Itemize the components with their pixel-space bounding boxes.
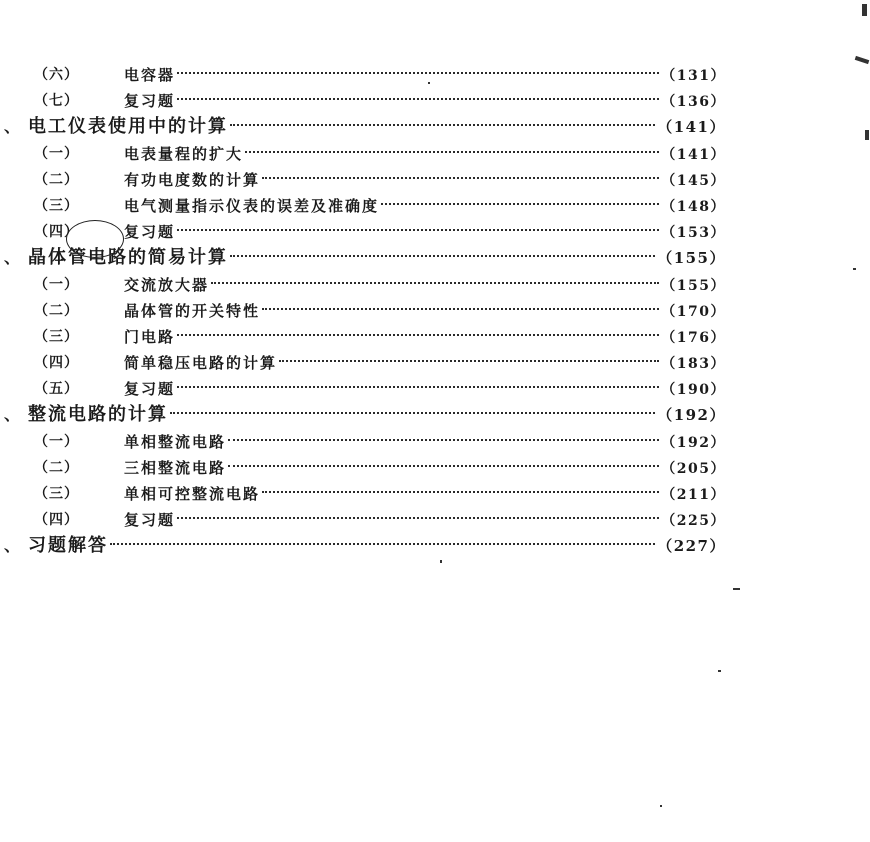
toc-section-row <box>0 167 740 193</box>
dot-leader <box>177 386 659 388</box>
chapter-title: 习题解答 <box>28 535 108 557</box>
section-number: （一） <box>34 433 79 450</box>
scan-mark <box>865 130 869 140</box>
chapter-title: 整流电路的计算 <box>28 404 168 426</box>
toc-section-row <box>0 193 740 219</box>
toc-entry <box>28 245 726 271</box>
section-number: （三） <box>34 197 79 214</box>
section-title: 复习题 <box>124 92 176 111</box>
toc-section-row <box>0 350 740 376</box>
page-number: （192） <box>661 434 726 451</box>
section-title: 交流放大器 <box>124 275 210 294</box>
toc-entry <box>124 507 726 534</box>
section-number: （四） <box>34 224 79 241</box>
dot-leader <box>381 203 659 205</box>
toc-chapter-row <box>0 402 740 428</box>
toc-entry <box>124 272 726 299</box>
chapter-bullet: 、 <box>4 248 21 268</box>
dot-leader <box>211 282 659 284</box>
scan-mark <box>853 268 856 270</box>
toc-entry <box>124 324 726 351</box>
dot-leader <box>279 360 659 362</box>
section-title: 三相整流电路 <box>124 458 227 477</box>
section-number: （四） <box>34 512 79 529</box>
toc-entry <box>124 298 726 325</box>
dot-leader <box>177 98 659 100</box>
toc-section-row <box>0 429 740 455</box>
section-title: 复习题 <box>124 223 176 242</box>
page-number: （183） <box>661 356 726 373</box>
toc-entry <box>124 376 726 403</box>
section-number: （三） <box>34 328 79 345</box>
section-number: （二） <box>34 459 79 476</box>
scan-mark <box>440 560 442 563</box>
section-number: （六） <box>34 67 79 83</box>
section-title: 有功电度数的计算 <box>124 170 261 189</box>
toc-section-row <box>0 507 740 533</box>
table-of-contents <box>0 62 740 560</box>
dot-leader <box>230 255 655 257</box>
dot-leader <box>262 491 659 493</box>
section-title: 晶体管的开关特性 <box>124 301 261 320</box>
section-title: 复习题 <box>124 511 176 530</box>
scan-mark <box>660 805 662 807</box>
page-number: （190） <box>661 382 726 399</box>
chapter-bullet: 、 <box>4 117 21 137</box>
section-title: 单相可控整流电路 <box>124 485 261 503</box>
dot-leader <box>262 177 659 179</box>
section-title: 电气测量指示仪表的误差及准确度 <box>124 196 380 215</box>
dot-leader <box>228 439 659 441</box>
toc-section-row <box>0 272 740 298</box>
toc-section-row <box>0 141 740 167</box>
dot-leader <box>177 517 659 519</box>
section-title: 单相整流电路 <box>124 432 227 451</box>
dot-leader <box>262 308 659 310</box>
page-number: （131） <box>661 68 726 84</box>
page-number: （176） <box>661 329 726 346</box>
toc-section-row <box>0 298 740 324</box>
section-number: （五） <box>34 381 79 398</box>
page-number: （136） <box>661 94 726 111</box>
scan-mark <box>855 56 870 64</box>
page-number: （141） <box>661 146 726 163</box>
toc-chapter-row <box>0 114 740 140</box>
page-number: （155） <box>657 249 726 268</box>
toc-entry <box>124 193 726 220</box>
section-number: （四） <box>34 355 79 372</box>
dot-leader <box>245 151 659 153</box>
page-number: （225） <box>661 513 726 530</box>
section-title: 简单稳压电路的计算 <box>124 354 278 373</box>
page-number: （211） <box>661 487 726 503</box>
toc-entry <box>124 141 726 168</box>
toc-entry <box>124 167 726 194</box>
section-number: （一） <box>34 145 79 162</box>
toc-entry <box>28 402 726 428</box>
toc-section-row <box>0 62 740 88</box>
section-title: 电表量程的扩大 <box>124 144 244 163</box>
section-number: （二） <box>34 171 79 188</box>
dot-leader <box>170 412 655 414</box>
hand-drawn-circle-mark <box>66 220 124 258</box>
toc-entry <box>28 114 726 140</box>
page-number: （170） <box>661 303 726 320</box>
dot-leader <box>228 465 659 467</box>
dot-leader <box>177 334 659 336</box>
section-title: 复习题 <box>124 380 176 399</box>
page-number: （148） <box>661 198 726 215</box>
page-number: （155） <box>661 277 726 294</box>
toc-entry <box>124 481 726 508</box>
toc-entry <box>124 350 726 377</box>
section-number: （一） <box>34 276 79 293</box>
dot-leader <box>110 543 655 545</box>
chapter-title: 晶体管电路的简易计算 <box>28 247 228 269</box>
scan-mark <box>718 670 721 672</box>
toc-section-row <box>0 88 740 114</box>
section-number: （七） <box>34 93 79 110</box>
section-title: 门电路 <box>124 327 176 346</box>
toc-entry <box>28 533 726 559</box>
toc-entry <box>124 219 726 246</box>
page-number: （141） <box>657 118 726 137</box>
toc-entry <box>124 455 726 482</box>
dot-leader <box>177 72 659 74</box>
toc-section-row <box>0 481 740 507</box>
toc-section-row <box>0 455 740 481</box>
scan-mark <box>733 588 740 590</box>
toc-chapter-row <box>0 533 740 559</box>
page-number: （205） <box>661 460 726 477</box>
chapter-bullet: 、 <box>4 536 21 556</box>
section-title: 电容器 <box>124 66 176 84</box>
page-number: （145） <box>661 172 726 189</box>
page-number: （153） <box>661 225 726 242</box>
page-number: （227） <box>657 537 726 556</box>
toc-section-row <box>0 324 740 350</box>
chapter-title: 电工仪表使用中的计算 <box>28 116 228 138</box>
toc-entry <box>124 88 726 115</box>
toc-section-row <box>0 376 740 402</box>
toc-entry <box>124 429 726 456</box>
dot-leader <box>230 124 655 126</box>
section-number: （二） <box>34 302 79 319</box>
scan-mark <box>862 4 867 16</box>
scan-mark <box>428 82 430 84</box>
toc-entry <box>124 62 726 89</box>
page-number: （192） <box>657 406 726 425</box>
chapter-bullet: 、 <box>4 405 21 425</box>
dot-leader <box>177 229 659 231</box>
section-number: （三） <box>34 486 79 502</box>
